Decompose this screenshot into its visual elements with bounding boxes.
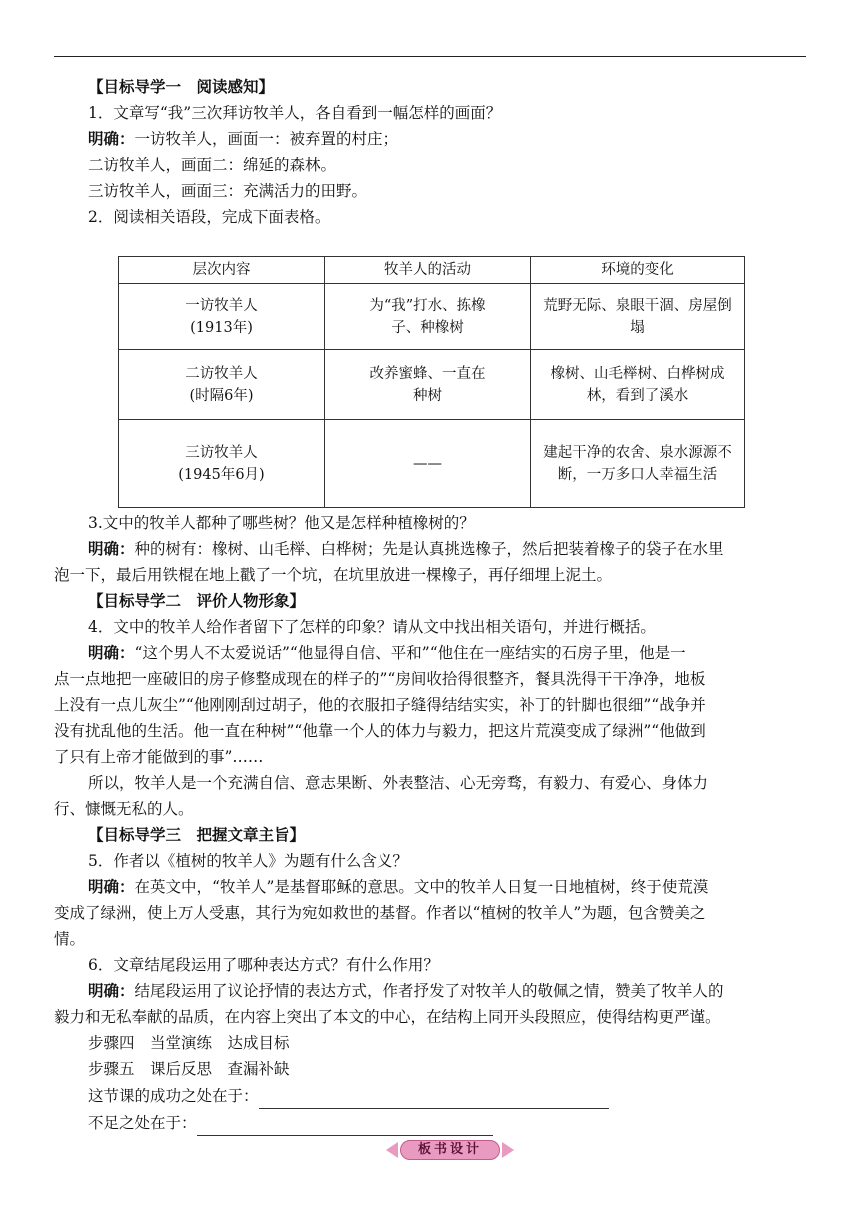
- table-cell-level: [119, 284, 325, 350]
- answer-6-line1: [54, 978, 808, 1004]
- section3-title: 【目标导学三 把握文章主旨】: [88, 825, 306, 844]
- visit-label: 二访牧羊人: [185, 365, 258, 382]
- table-cell-activity: 改养蜜蜂、一直在种树: [325, 350, 531, 420]
- summary-line1: 所以，牧羊人是一个充满自信、意志果断、外表整洁、心无旁骛，有毅力、有爱心、身体力: [88, 774, 709, 792]
- success-label: 这节课的成功之处在于：: [88, 1087, 259, 1105]
- answer-4-line5: 了只有上帝才能做到的事”……: [54, 748, 264, 766]
- answer-label: 明确：: [88, 539, 135, 558]
- answer-label: 明确：: [88, 981, 135, 1000]
- question-3: 3.文中的牧羊人都种了哪些树？他又是怎样种植橡树的？: [88, 514, 475, 532]
- answer-4-line2: 点一点地把一座破旧的房子修整成现在的样子的”“房间收拾得很整齐，餐具洗得干干净净，地板: [54, 670, 706, 688]
- shortfall-blank[interactable]: [197, 1109, 493, 1136]
- answer-1-line3: 三访牧羊人，画面三：充满活力的田野。: [88, 182, 368, 200]
- right-arrow-icon: [502, 1142, 514, 1158]
- answer-5-line1: [54, 874, 808, 900]
- table-row: [119, 350, 745, 420]
- answer-4-line1: [54, 640, 808, 666]
- table-cell-activity: 为“我”打水、拣橡子、种橡树: [325, 284, 531, 350]
- table-header-row: [119, 257, 745, 284]
- table-header: 牧羊人的活动: [325, 257, 531, 284]
- shortfall-line: [54, 1109, 808, 1136]
- answer-3-text: 种的树有：橡树、山毛榉、白桦树；先是认真挑选橡子，然后把装着橡子的袋子在水里: [134, 540, 724, 558]
- table-cell-activity: ——: [325, 420, 531, 508]
- table-cell-environment: 橡树、山毛榉树、白桦树成林，看到了溪水: [531, 350, 745, 420]
- table-cell-environment: 荒野无际、泉眼干涸、房屋倒塌: [531, 284, 745, 350]
- answer-5-line3: 情。: [54, 930, 86, 948]
- question-6: 6．文章结尾段运用了哪种表达方式？有什么作用？: [88, 956, 439, 974]
- answer-6-line2: 毅力和无私奉献的品质，在内容上突出了本文的中心，在结构上同开头段照应，使得结构更严谨。: [54, 1008, 721, 1026]
- answer-6-text: 结尾段运用了议论抒情的表达方式，作者抒发了对牧羊人的敬佩之情，赞美了牧羊人的: [134, 982, 724, 1000]
- left-arrow-icon: [386, 1142, 398, 1158]
- visit-time: (1913年): [190, 319, 253, 336]
- board-design-badge: [382, 1140, 518, 1160]
- question-2: 2．阅读相关语段，完成下面表格。: [88, 208, 331, 226]
- success-line: [54, 1082, 808, 1109]
- success-blank[interactable]: [259, 1082, 609, 1109]
- answer-3-line1: [54, 536, 808, 562]
- section1-title: 【目标导学一 阅读感知】: [88, 77, 275, 96]
- question-1: 1．文章写“我”三次拜访牧羊人，各自看到一幅怎样的画面？: [88, 104, 502, 122]
- question-5: 5．作者以《植树的牧羊人》为题有什么含义？: [88, 852, 408, 870]
- answer-5-line2: 变成了绿洲，使上万人受惠，其行为宛如救世的基督。作者以“植树的牧羊人”为题，包含赞美之: [54, 904, 706, 922]
- section-lower: [54, 510, 808, 1136]
- visit-label: 三访牧羊人: [185, 444, 258, 461]
- answer-label: 明确：: [88, 643, 135, 662]
- answer-4-line4: 没有扰乱他的生活。他一直在种树”“他靠一个人的体力与毅力，把这片荒漠变成了绿洲”“他做到: [54, 722, 706, 740]
- table-cell-level: [119, 420, 325, 508]
- table-row: [119, 420, 745, 508]
- top-rule: [54, 56, 806, 57]
- visit-time: (时隔6年): [189, 387, 254, 404]
- answer-1-line2: 二访牧羊人，画面二：绵延的森林。: [88, 156, 337, 174]
- shortfall-label: 不足之处在于：: [88, 1114, 197, 1132]
- answer-5-text: 在英文中，“牧羊人”是基督耶稣的意思。文中的牧羊人日复一日地植树，终于使荒漠: [134, 878, 709, 896]
- section2-title: 【目标导学二 评价人物形象】: [88, 591, 306, 610]
- answer-3-line2: 泡一下，最后用铁棍在地上戳了一个坑，在坑里放进一棵橡子，再仔细埋上泥土。: [54, 566, 613, 584]
- summary-line2: 行、慷慨无私的人。: [54, 800, 194, 818]
- visit-label: 一访牧羊人: [185, 297, 258, 314]
- answer-1-line1: [88, 126, 808, 152]
- answer-label: 明确：: [88, 129, 135, 148]
- section-reading: [88, 74, 808, 230]
- board-design-label: 板书设计: [400, 1140, 500, 1160]
- table-header: 层次内容: [119, 257, 325, 284]
- answer-1-text: 一访牧羊人，画面一：被弃置的村庄；: [134, 130, 399, 148]
- step-5: 步骤五 课后反思 查漏补缺: [88, 1060, 290, 1078]
- answer-4-text: “这个男人不太爱说话”“他显得自信、平和”“他住在一座结实的石房子里，他是一: [134, 644, 686, 662]
- question-4: 4．文中的牧羊人给作者留下了怎样的印象？请从文中找出相关语句，并进行概括。: [88, 618, 656, 636]
- table-header: 环境的变化: [531, 257, 745, 284]
- answer-label: 明确：: [88, 877, 135, 896]
- table-row: [119, 284, 745, 350]
- visit-time: (1945年6月): [178, 466, 265, 483]
- step-4: 步骤四 当堂演练 达成目标: [88, 1034, 290, 1052]
- table-cell-level: [119, 350, 325, 420]
- table-cell-environment: 建起干净的农舍、泉水源源不断，一万多口人幸福生活: [531, 420, 745, 508]
- visits-table: [118, 256, 745, 508]
- answer-4-line3: 上没有一点儿灰尘”“他刚刚刮过胡子，他的衣服扣子缝得结结实实，补丁的针脚也很细”“战争并: [54, 696, 706, 714]
